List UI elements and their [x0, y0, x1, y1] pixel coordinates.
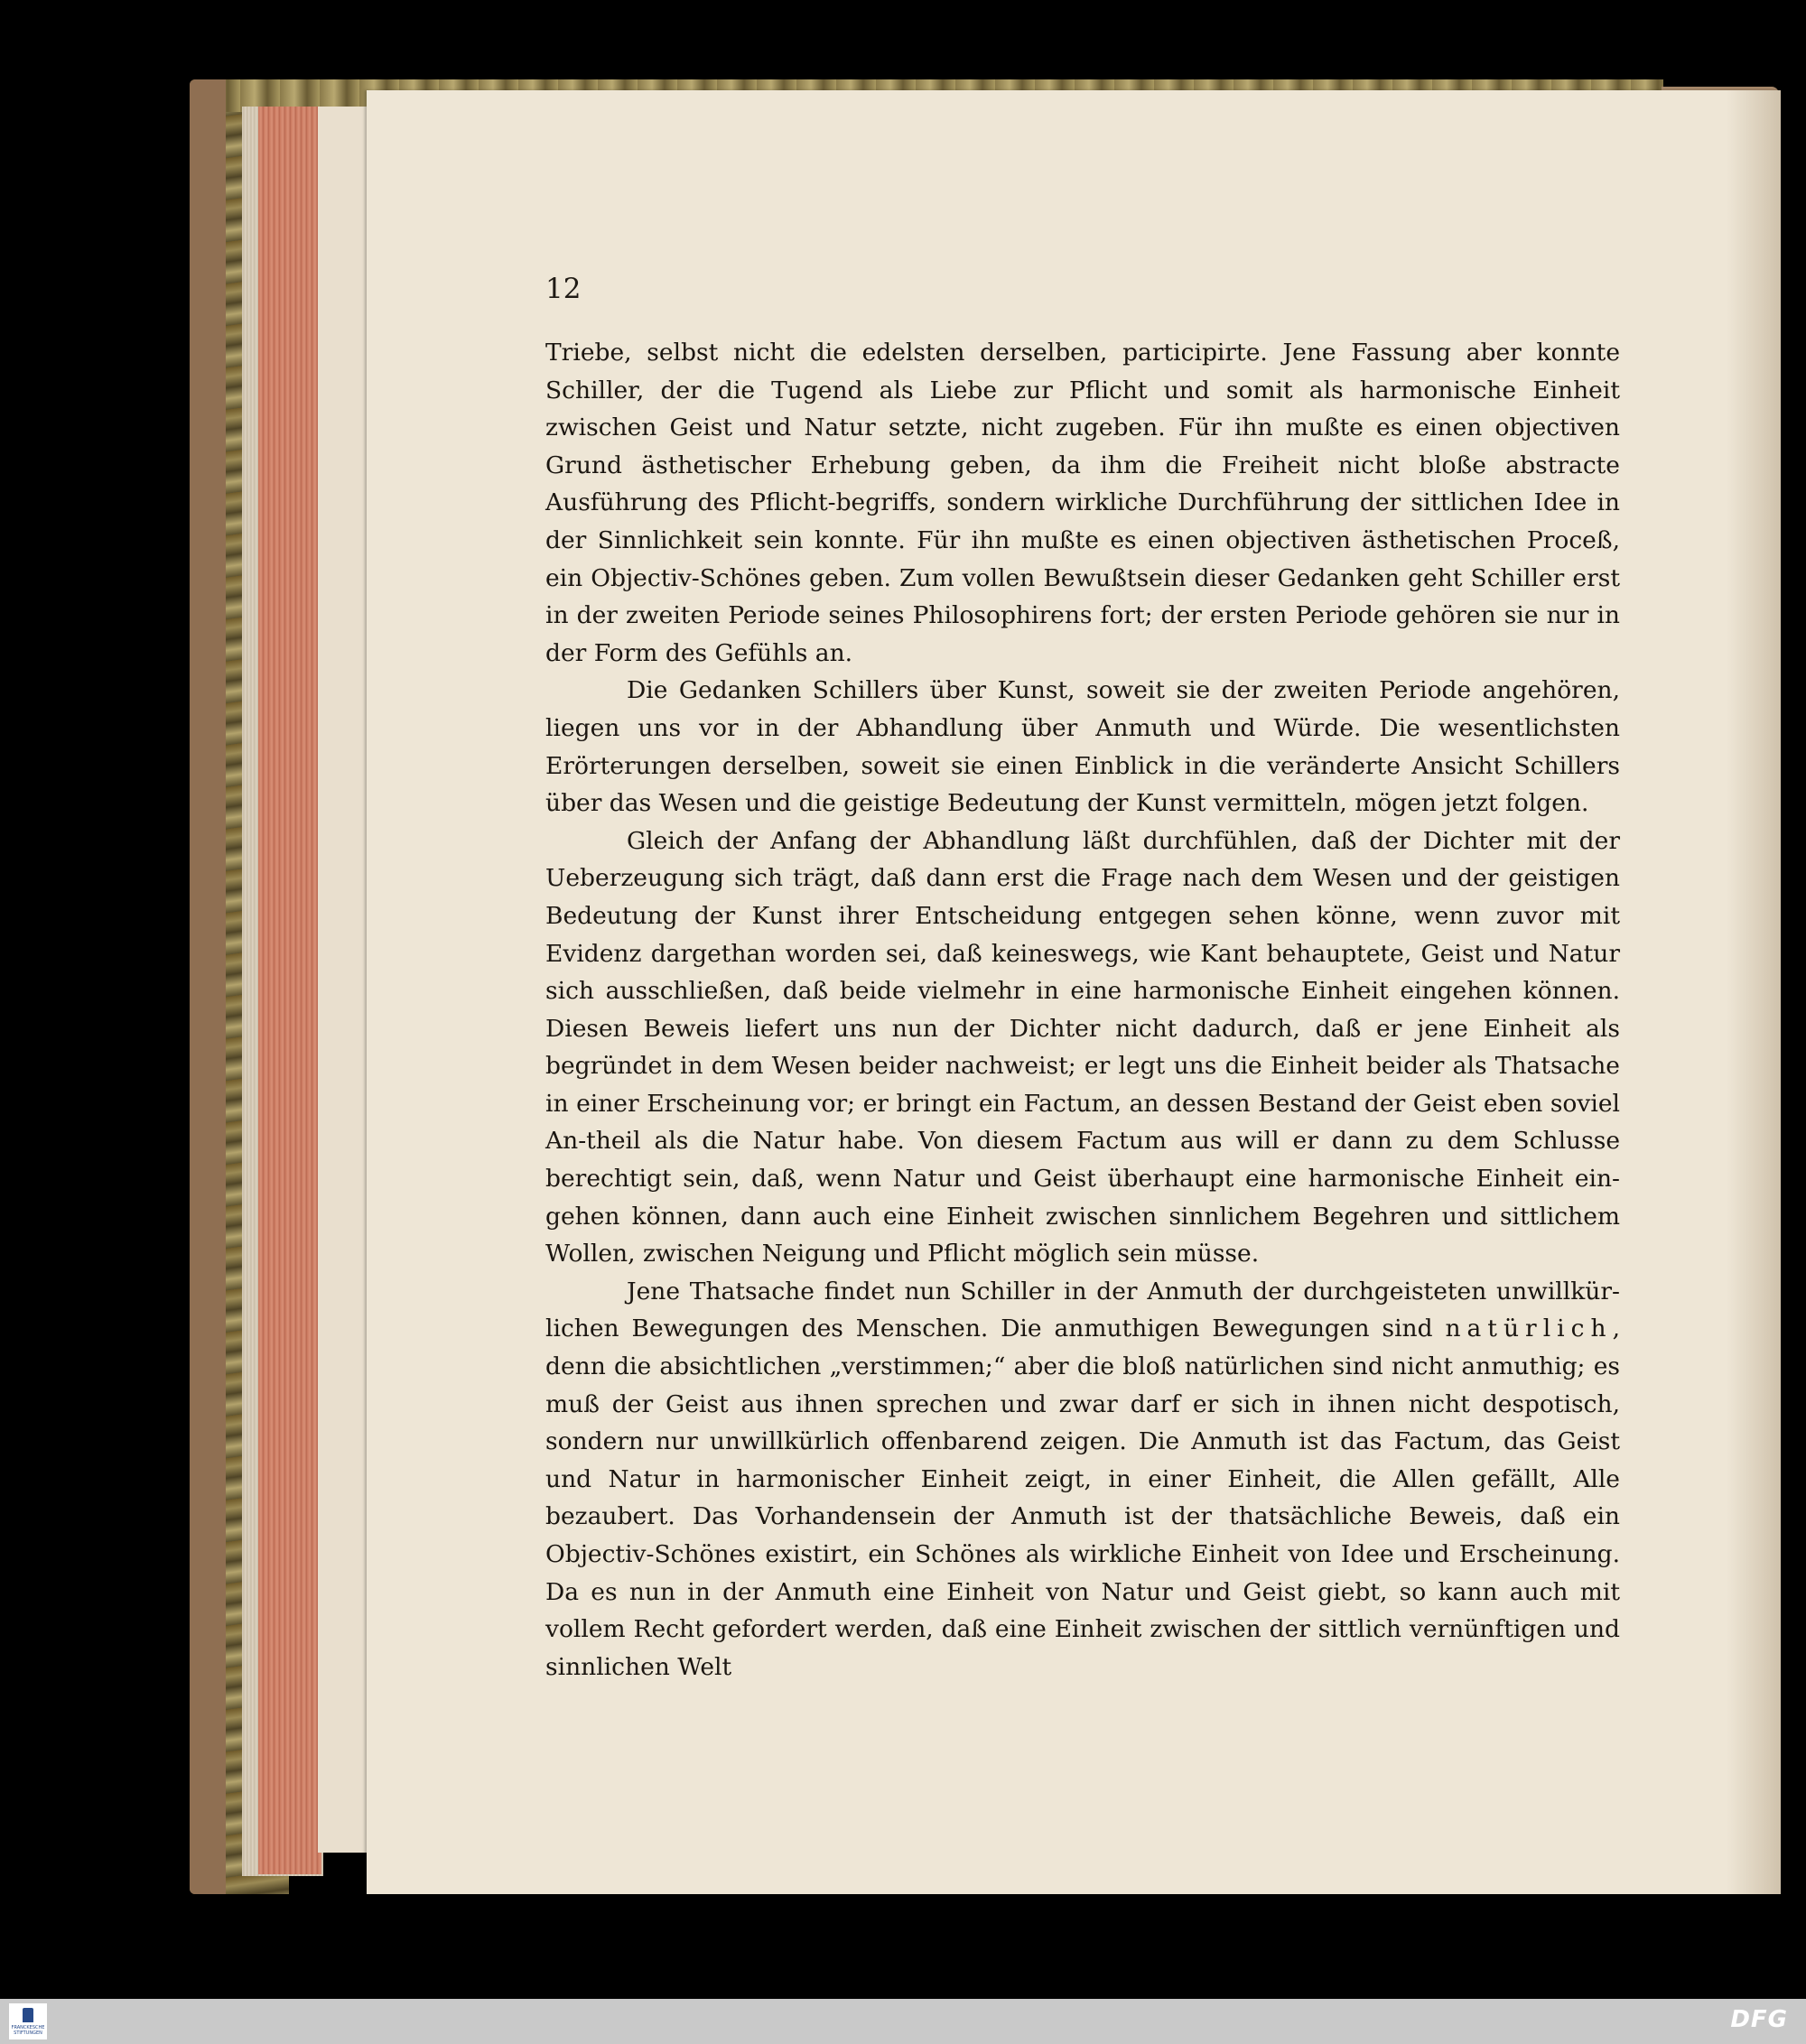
- paragraph-4: [545, 1273, 1620, 1686]
- dfg-logo[interactable]: DFG: [1730, 2006, 1788, 2033]
- paragraph-4-before: Jene Thatsache findet nun Schiller in der Anmuth der durchgeisteten unwillkür-lichen Bewegungen des Menschen. Die anmuthigen Bewegungen sind: [545, 1277, 1620, 1343]
- red-page-edge: [258, 107, 321, 1874]
- building-icon: [23, 2008, 33, 2022]
- institution-logo-text: FRANCKESCHE STIFTUNGEN: [11, 2025, 45, 2036]
- page-number: 12: [545, 273, 582, 305]
- paragraph-1: Triebe, selbst nicht die edelsten derselben, participirte. Jene Fassung aber konnte Schiller, der die Tugend als Liebe zur Pflicht und somit als harmonische Einheit zwischen Geist und Natur setzte, nicht zugeben. Für ihn mußte es einen objectiven Grund ästhetischer Erhebung geben, da ihm die Freiheit nicht bloße abstracte Ausführung des Pflicht-begriffs, sondern wirkliche Durchführung der sittlichen Idee in der Sinnlichkeit sein konnte. Für ihn mußte es einen objectiven ästhetischen Proceß, ein Objectiv-Schönes geben. Zum vollen Bewußtsein dieser Gedanken geht Schiller erst in der zweiten Periode seines Philosophirens fort; der ersten Periode gehören sie nur in der Form des Gefühls an.: [545, 339, 1620, 667]
- emphasized-word: natürlich: [1445, 1315, 1613, 1343]
- spine-cloth: [190, 79, 226, 1894]
- gutter-shadow: [1727, 90, 1781, 1894]
- paragraph-4-after: , denn die absichtlichen „verstimmen;“ aber die bloß natürlichen sind nicht anmuthig; es muß der Geist aus ihnen sprechen und zwar darf er sich in ihnen nicht despotisch, sondern nur unwillkürlich offenbarend zeigen. Die Anmuth ist das Factum, das Geist und Natur in harmonischer Einheit zeigt, in einer Einheit, die Allen gefällt, Alle bezaubert. Das Vorhandensein der Anmuth ist der thatsächliche Beweis, daß ein Objectiv-Schönes existirt, ein Schönes als wirkliche Einheit von Idee und Erscheinung. Da es nun in der Anmuth eine Einheit von Natur und Geist giebt, so kann auch mit vollem Recht gefordert werden, daß eine Einheit zwischen der sittlich vernünftigen und sinnlichen Welt: [545, 1315, 1620, 1681]
- underlying-page: [318, 107, 373, 1853]
- institution-logo[interactable]: [9, 2003, 47, 2039]
- page-text: [545, 334, 1620, 1686]
- viewer-footer-bar: [0, 1999, 1806, 2044]
- paragraph-3: Gleich der Anfang der Abhandlung läßt durchfühlen, daß der Dichter mit der Ueberzeugung sich trägt, daß dann erst die Frage nach dem Wesen und der geistigen Bedeutung der Kunst ihrer Entscheidung entgegen sehen könne, wenn zuvor mit Evidenz dargethan worden sei, daß keineswegs, wie Kant behauptete, Geist und Natur sich ausschließen, daß beide vielmehr in eine harmonische Einheit eingehen können. Diesen Beweis liefert uns nun der Dichter nicht dadurch, daß er jene Einheit als begründet in dem Wesen beider nachweist; er legt uns die Einheit beider als Thatsache in einer Erscheinung vor; er bringt ein Factum, an dessen Bestand der Geist eben soviel An-theil als die Natur habe. Von diesem Factum aus will er dann zu dem Schlusse berechtigt sein, daß, wenn Natur und Geist überhaupt eine harmonische Einheit ein-gehen können, dann auch eine Einheit zwischen sinnlichem Begehren und sittlichem Wollen, zwischen Neigung und Pflicht möglich sein müsse.: [545, 826, 1620, 1268]
- paragraph-2: Die Gedanken Schillers über Kunst, soweit sie der zweiten Periode angehören, liegen uns vor in der Abhandlung über Anmuth und Würde. Die wesentlichsten Erörterungen derselben, soweit sie einen Einblick in die veränderte Ansicht Schillers über das Wesen und die geistige Bedeutung der Kunst vermitteln, mögen jetzt folgen.: [545, 676, 1620, 818]
